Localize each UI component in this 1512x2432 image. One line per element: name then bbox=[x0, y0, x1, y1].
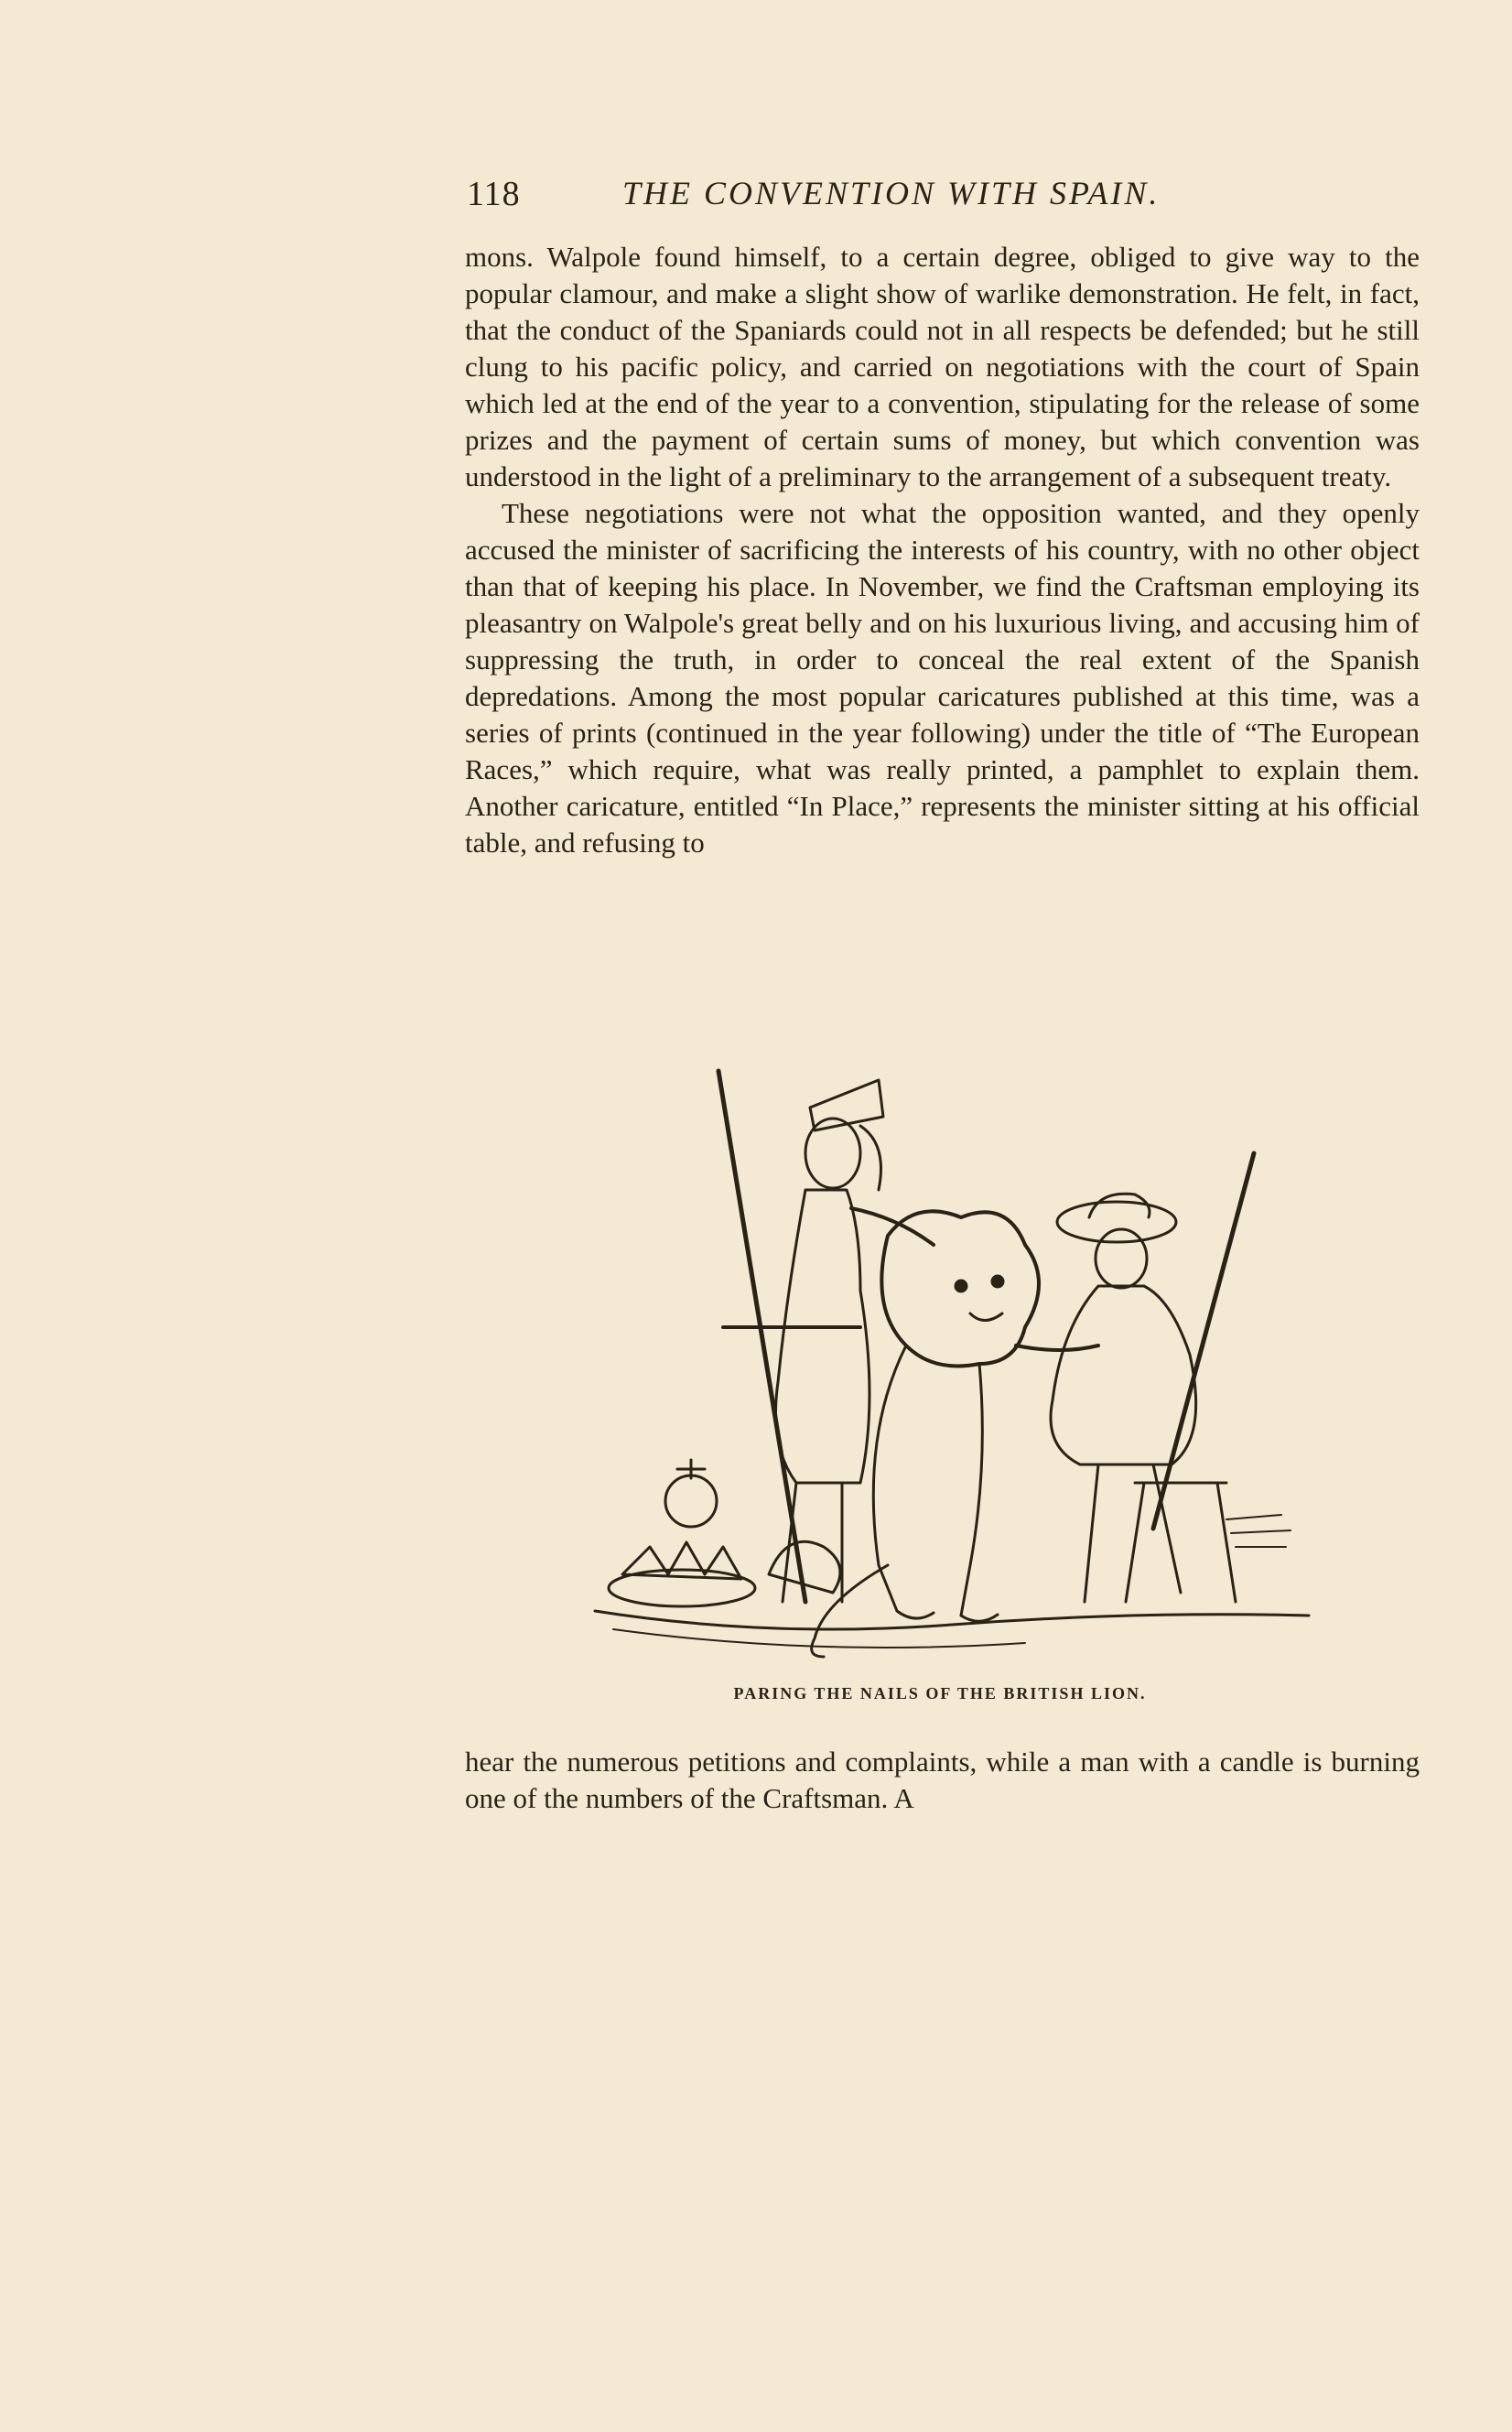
running-head: THE CONVENTION WITH SPAIN. bbox=[622, 175, 1161, 211]
continuation-text bbox=[465, 1744, 1420, 1817]
lion-engraving-image bbox=[586, 1053, 1318, 1675]
body-text bbox=[465, 239, 1420, 861]
figure-caption: PARING THE NAILS OF THE BRITISH LION. bbox=[733, 1684, 1147, 1702]
page-number: 118 bbox=[467, 175, 521, 213]
paragraph-2: These negotiations were not what the opposition wanted, and they openly accused the minister of sacrificing the interests of his country, with no other object than that of keeping his place. In November, we find the Craftsman employing its pleasantry on Walpole's great belly and on his luxurious living, and accusing him of suppressing the truth, in order to conceal the real extent of the Spanish depredations. Among the most popular caricatures published at this time, was a series of prints (continued in the year following) under the title of “The European Races,” which require, what was really printed, a pamphlet to explain them. Another caricature, entitled “In Place,” represents the minister sitting at his official table, and refusing to bbox=[465, 497, 1420, 859]
page-header bbox=[467, 174, 1419, 220]
illustration bbox=[586, 1053, 1318, 1675]
paragraph-continuation: hear the numerous petitions and complaints, while a man with a candle is burning one of the numbers of the Craftsman. A bbox=[465, 1746, 1420, 1814]
paragraph-1: mons. Walpole found himself, to a certain degree, obliged to give way to the popular clamour, and make a slight show of warlike demonstration. He felt, in fact, that the conduct of the Spaniards could not in all respects be defended; but he still clung to his pacific policy, and carried on negotiations with the court of Spain which led at the end of the year to a convention, stipulating for the release of some prizes and the payment of certain sums of money, but which convention was understood in the light of a preliminary to the arrangement of a subsequent treaty. bbox=[465, 241, 1420, 492]
